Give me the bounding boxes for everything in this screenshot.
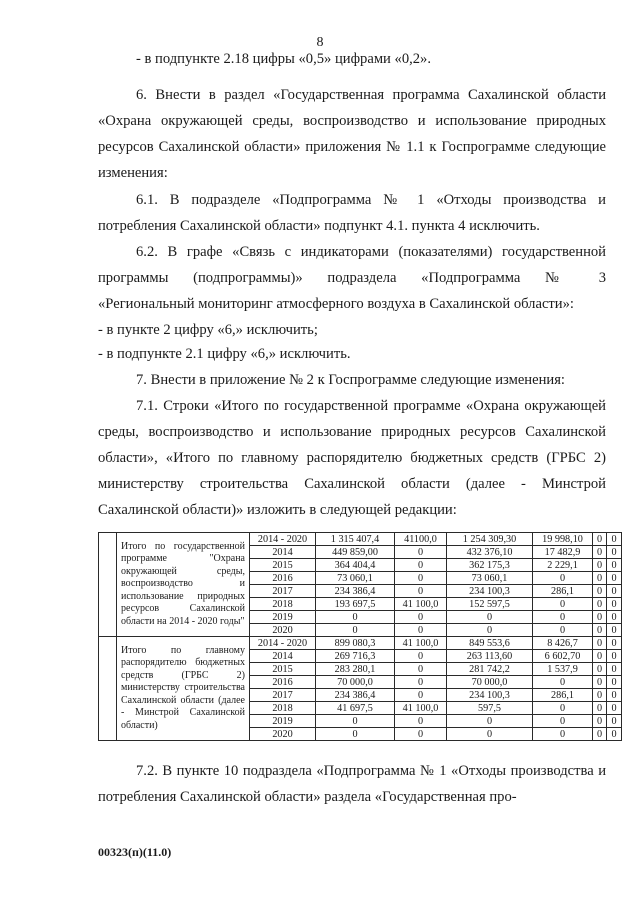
- paragraph-3: 6.1. В подразделе «Подпрограмма № 1 «Отходы производства и потребления Сахалинской области» подпункт 4.1. пункта 4 исключить.: [98, 192, 606, 234]
- value-cell: 0: [533, 611, 593, 624]
- value-cell: 0: [316, 728, 395, 741]
- value-cell: 234 386,4: [316, 689, 395, 702]
- table-row: [99, 533, 622, 546]
- value-cell: 286,1: [533, 689, 593, 702]
- value-cell: 0: [593, 546, 607, 559]
- period-cell: 2014: [250, 650, 316, 663]
- value-cell: 152 597,5: [447, 598, 533, 611]
- value-cell: 0: [533, 728, 593, 741]
- value-cell: 0: [607, 728, 622, 741]
- value-cell: 0: [395, 559, 447, 572]
- value-cell: 0: [593, 650, 607, 663]
- value-cell: 283 280,1: [316, 663, 395, 676]
- value-cell: 0: [607, 702, 622, 715]
- paragraph-4-line-2: программы (подпрограммы)» подраздела «Подпрограмма № 3: [98, 270, 606, 286]
- value-cell: 597,5: [447, 702, 533, 715]
- value-cell: 1 254 309,30: [447, 533, 533, 546]
- group-label: Итого по государственной программе "Охрана окружающей среды, воспроизводство и использование природных ресурсов Сахалинской области на 2014 - 2020 годы": [117, 533, 250, 637]
- value-cell: 0: [395, 689, 447, 702]
- row-number-cell: [99, 533, 117, 637]
- period-cell: 2016: [250, 572, 316, 585]
- value-cell: 0: [447, 624, 533, 637]
- period-cell: 2017: [250, 585, 316, 598]
- value-cell: 0: [607, 650, 622, 663]
- period-cell: 2020: [250, 624, 316, 637]
- value-cell: 0: [395, 546, 447, 559]
- value-cell: 0: [607, 533, 622, 546]
- paragraph-6: - в подпункте 2.1 цифру «6,» исключить.: [98, 346, 351, 362]
- paragraph-4: [98, 239, 606, 317]
- period-cell: 2019: [250, 611, 316, 624]
- page-number: 8: [316, 35, 324, 50]
- value-cell: 0: [607, 546, 622, 559]
- value-cell: 0: [607, 598, 622, 611]
- value-cell: 70 000,0: [447, 676, 533, 689]
- value-cell: 432 376,10: [447, 546, 533, 559]
- value-cell: 0: [395, 663, 447, 676]
- value-cell: 0: [395, 676, 447, 689]
- value-cell: 41 100,0: [395, 702, 447, 715]
- value-cell: 0: [316, 624, 395, 637]
- value-cell: 41 100,0: [395, 598, 447, 611]
- value-cell: 0: [593, 689, 607, 702]
- document-code: 00323(п)(11.0): [98, 845, 172, 859]
- value-cell: 234 386,4: [316, 585, 395, 598]
- value-cell: 1 537,9: [533, 663, 593, 676]
- period-cell: 2014: [250, 546, 316, 559]
- value-cell: 0: [447, 715, 533, 728]
- paragraph-2: 6. Внести в раздел «Государственная программа Сахалинской области «Охрана окружающей среды, воспроизводство и использование природных ресурсов Сахалинской области» приложения № 1.1 к Госпрограмме следующие изменения:: [98, 87, 606, 181]
- value-cell: 0: [593, 676, 607, 689]
- value-cell: 234 100,3: [447, 689, 533, 702]
- period-cell: 2014 - 2020: [250, 637, 316, 650]
- value-cell: 0: [607, 715, 622, 728]
- value-cell: 0: [607, 663, 622, 676]
- period-cell: 2014 - 2020: [250, 533, 316, 546]
- value-cell: 0: [533, 572, 593, 585]
- value-cell: 849 553,6: [447, 637, 533, 650]
- value-cell: 17 482,9: [533, 546, 593, 559]
- value-cell: 0: [447, 728, 533, 741]
- value-cell: 1 315 407,4: [316, 533, 395, 546]
- value-cell: 0: [607, 637, 622, 650]
- value-cell: 0: [593, 663, 607, 676]
- value-cell: 0: [395, 728, 447, 741]
- value-cell: 0: [316, 715, 395, 728]
- value-cell: 0: [593, 533, 607, 546]
- value-cell: 0: [593, 585, 607, 598]
- value-cell: 0: [593, 559, 607, 572]
- value-cell: 0: [395, 715, 447, 728]
- value-cell: 0: [607, 572, 622, 585]
- paragraph-9: 7.2. В пункте 10 подраздела «Подпрограмма № 1 «Отходы производства и потребления Сахалинской области» раздела «Государственная про-: [98, 763, 606, 805]
- value-cell: 41100,0: [395, 533, 447, 546]
- value-cell: 0: [593, 728, 607, 741]
- value-cell: 0: [533, 715, 593, 728]
- value-cell: 0: [607, 624, 622, 637]
- period-cell: 2016: [250, 676, 316, 689]
- value-cell: 0: [533, 676, 593, 689]
- period-cell: 2015: [250, 663, 316, 676]
- value-cell: 0: [533, 624, 593, 637]
- value-cell: 0: [395, 572, 447, 585]
- paragraph-1: - в подпункте 2.18 цифры «0,5» цифрами «0,2».: [136, 51, 432, 67]
- value-cell: 0: [533, 702, 593, 715]
- value-cell: 0: [593, 637, 607, 650]
- value-cell: 0: [316, 611, 395, 624]
- value-cell: 0: [593, 598, 607, 611]
- value-cell: 0: [607, 585, 622, 598]
- value-cell: 0: [607, 676, 622, 689]
- value-cell: 0: [395, 650, 447, 663]
- paragraph-7: 7. Внести в приложение № 2 к Госпрограмме следующие изменения:: [136, 372, 565, 388]
- value-cell: 6 602,70: [533, 650, 593, 663]
- value-cell: 70 000,0: [316, 676, 395, 689]
- value-cell: 0: [593, 702, 607, 715]
- value-cell: 73 060,1: [316, 572, 395, 585]
- value-cell: 19 998,10: [533, 533, 593, 546]
- value-cell: 193 697,5: [316, 598, 395, 611]
- value-cell: 263 113,60: [447, 650, 533, 663]
- period-cell: 2020: [250, 728, 316, 741]
- value-cell: 0: [593, 624, 607, 637]
- value-cell: 8 426,7: [533, 637, 593, 650]
- value-cell: 0: [533, 598, 593, 611]
- value-cell: 449 859,00: [316, 546, 395, 559]
- period-cell: 2015: [250, 559, 316, 572]
- value-cell: 286,1: [533, 585, 593, 598]
- row-number-cell: [99, 637, 117, 741]
- period-cell: 2018: [250, 702, 316, 715]
- financing-table: [98, 532, 622, 741]
- value-cell: 41 100,0: [395, 637, 447, 650]
- table-row: [99, 637, 622, 650]
- value-cell: 364 404,4: [316, 559, 395, 572]
- value-cell: 0: [593, 715, 607, 728]
- value-cell: 269 716,3: [316, 650, 395, 663]
- value-cell: 0: [607, 559, 622, 572]
- value-cell: 0: [447, 611, 533, 624]
- value-cell: 0: [593, 611, 607, 624]
- value-cell: 41 697,5: [316, 702, 395, 715]
- period-cell: 2019: [250, 715, 316, 728]
- value-cell: 0: [607, 689, 622, 702]
- value-cell: 0: [395, 624, 447, 637]
- value-cell: 0: [593, 572, 607, 585]
- value-cell: 0: [395, 611, 447, 624]
- period-cell: 2018: [250, 598, 316, 611]
- value-cell: 0: [607, 611, 622, 624]
- paragraph-4-line-1: 6.2. В графе «Связь с индикаторами (показателями) государственной: [136, 244, 606, 260]
- paragraph-8: 7.1. Строки «Итого по государственной программе «Охрана окружающей среды, воспроизводство и использование природных ресурсов Сахалинской области», «Итого по главному распорядителю бюджетных средств (ГРБС 2) министерству строительства Сахалинской области (далее - Минстрой Сахалинской области)» изложить в следующей редакции:: [98, 398, 606, 518]
- value-cell: 281 742,2: [447, 663, 533, 676]
- value-cell: 0: [395, 585, 447, 598]
- period-cell: 2017: [250, 689, 316, 702]
- value-cell: 2 229,1: [533, 559, 593, 572]
- value-cell: 234 100,3: [447, 585, 533, 598]
- paragraph-4-line-3: «Региональный мониторинг атмосферного воздуха в Сахалинской области»:: [98, 296, 574, 312]
- value-cell: 899 080,3: [316, 637, 395, 650]
- value-cell: 73 060,1: [447, 572, 533, 585]
- paragraph-5: - в пункте 2 цифру «6,» исключить;: [98, 322, 318, 338]
- group-label: Итого по главному распорядителю бюджетных средств (ГРБС 2) министерству строительства Сахалинской области (далее - Минстрой Сахалинской области): [117, 637, 250, 741]
- value-cell: 362 175,3: [447, 559, 533, 572]
